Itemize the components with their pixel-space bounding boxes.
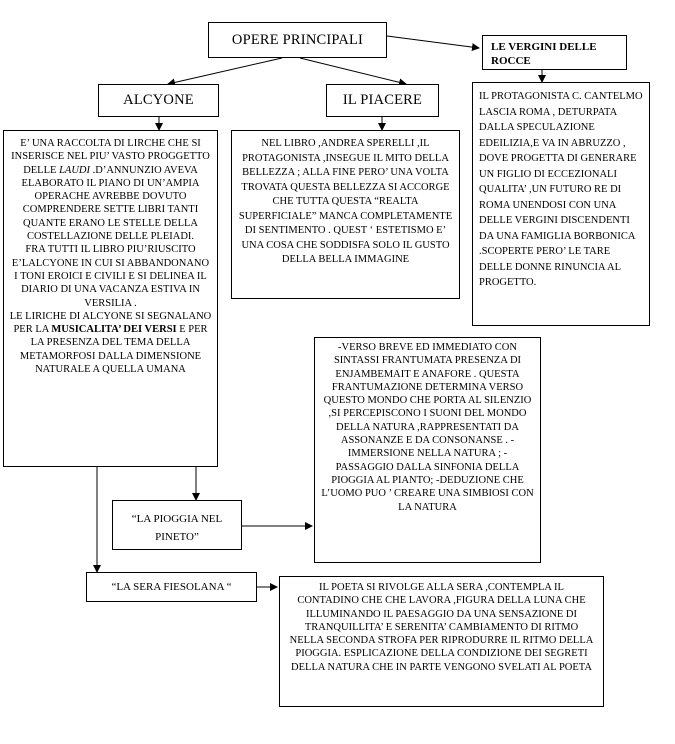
node-vergini-delle-rocce	[482, 35, 627, 70]
arrow-opere-to-alcyone	[168, 58, 282, 84]
alcyone-paragraph-2: FRA TUTTI IL LIBRO PIU’RIUSCITO E’LALCYONE IN CUI SI ABBANDONANO I TONI EROICI E CIVILI E SI DELINEA IL DIARIO DI UNA VACANZA ESTIVA IN VERSILIA .	[11, 244, 210, 309]
sera-description	[279, 576, 604, 707]
node-pioggia-nel-pineto	[112, 500, 242, 550]
piacere-text: NEL LIBRO ,ANDREA SPERELLI ,IL PROTAGONISTA ,INSEGUE IL MITO DELLA BELLEZZA ; ALLA FINE PERO’ UNA VOLTA TROVATA QUESTA BELLEZZA SI ACCORGE CHE TUTTA QUESTA “REALTA SUPERFICIALE” MANCA COMPLETAMENTE DI SENTIMENTO . QUEST ‘ ESTETISMO E’ UNA COSA CHE SODDISFA SOLO IL GUSTO DELLA BELLA IMMAGINE	[238, 138, 453, 265]
node-label: “LA SERA FIESOLANA “	[111, 581, 232, 593]
alcyone-paragraph-1: E’ UNA RACCOLTA DI LIRCHE CHE SI INSERISCE NEL PIU’ VASTO PROGGETTO DELLE LAUDI .D’ANNUNZIO AVEVA ELABORATO IL PIANO DI UN’AMPIA OPERACHE AVREBBE DOVUTO COMPRENDERE SETTE LIBRI TANTI QUANTE ERANO LE STELLE DELLA COSTELLAZIONE DELLE PLEIADI.	[11, 138, 210, 243]
piacere-description	[231, 130, 460, 299]
node-label: “LA PIOGGIA NEL PINETO”	[131, 513, 223, 543]
arrow-opere-to-vergini	[387, 36, 479, 48]
pioggia-description	[314, 337, 541, 563]
node-label: LE VERGINI DELLE ROCCE	[491, 41, 597, 67]
node-label: IL PIACERE	[342, 92, 423, 108]
node-opere-principali	[208, 22, 387, 58]
node-sera-fiesolana	[86, 572, 257, 602]
vergini-text: IL PROTAGONISTA C. CANTELMO LASCIA ROMA , DETURPATA DALLA SPECULAZIONE EDEILIZIA,E VA IN ABRUZZO , DOVE PROGETTA DI GENERARE UN FIGLIO DI ECCEZIONALI QUALITA’ ,UN FUTURO RE DI ROMA UNENDOSI CON UNA DELLE VERGINI DISCENDENTI DA UNA FAMIGLIA BORBONICA .SCOPERTE PERO’ LE TARE DELLE DONNE RINUNCIA AL PROGETTO.	[479, 91, 643, 288]
alcyone-description	[3, 130, 218, 467]
node-label: OPERE PRINCIPALI	[231, 31, 364, 48]
vergini-description	[472, 82, 650, 326]
arrow-opere-to-piacere	[300, 58, 406, 84]
alcyone-paragraph-3: LE LIRICHE DI ALCYONE SI SEGNALANO PER LA MUSICALITA’ DEI VERSI E PER LA PRESENZA DEL TEMA DELLA METAMORFOSI DALLA DIMENSIONE NATURALE A QUELLA UMANA	[9, 310, 212, 376]
node-alcyone	[98, 84, 219, 117]
sera-text: IL POETA SI RIVOLGE ALLA SERA ,CONTEMPLA IL CONTADINO CHE CHE LAVORA ,FIGURA DELLA LUNA CHE ILLUMINANDO IL PAESAGGIO DA UNA SENSAZIONE DI TRANQUILLITA’ E SERENITA’ CAMBIAMENTO DI RITMO NELLA SECONDA STROFA PER RIPRODURRE IL RITMO DELLA PIOGGIA. ESPLICAZIONE DELLA CONDIZIONE DEI SEGRETI DELLA NATURA CHE IN PARTE VENGONO SVELATI AL POETA	[289, 582, 594, 673]
node-label: ALCYONE	[123, 92, 194, 108]
pioggia-text: -VERSO BREVE ED IMMEDIATO CON SINTASSI FRANTUMATA PRESENZA DI ENJAMBEMAIT E ANAFORE . QUESTA FRANTUMAZIONE DETERMINA VERSO QUESTO MONDO CHE PORTA AL SILENZIO ,SI PERCEPISCONO I SUONI DEL MONDO DELLA NATURA ,RAPPRESENTATI DA ASSONANZE E DA CONSONANSE . -IMMERSIONE NELLA NATURA ; -PASSAGGIO DALLA SINFONIA DELLA PIOGGIA AL PIANTO; -DEDUZIONE CHE L’UOMO PUO ’ CREARE UNA SIMBIOSI CON LA NATURA	[321, 342, 534, 513]
node-il-piacere	[326, 84, 439, 117]
